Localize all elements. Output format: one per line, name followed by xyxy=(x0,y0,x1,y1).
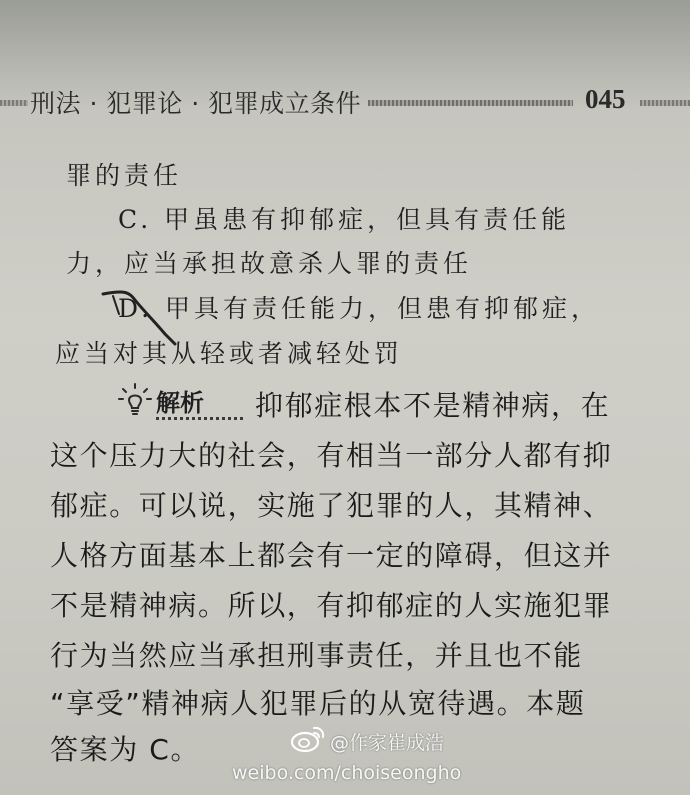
option-c-continuation: 力，应当承担故意杀人罪的责任 xyxy=(66,249,473,278)
analysis-text-line: 郁症。可以说，实施了犯罪的人，其精神、 xyxy=(50,489,613,522)
header-rule-middle xyxy=(368,100,573,106)
header-rule-right xyxy=(640,100,690,106)
weibo-logo-icon xyxy=(290,724,326,754)
analysis-label: 解析 xyxy=(156,389,204,417)
watermark-url[interactable]: weibo.com/choiseongho xyxy=(232,762,462,784)
lightbulb-icon xyxy=(118,383,152,415)
analysis-text-line: 不是精神病。所以，有抑郁症的人实施犯罪 xyxy=(50,589,613,622)
analysis-text-line: 人格方面基本上都会有一定的障碍，但这并 xyxy=(50,539,613,572)
analysis-text-line: 答案为 C。 xyxy=(50,733,201,766)
header-title: 刑法 · 犯罪论 · 犯罪成立条件 xyxy=(30,89,362,118)
question-line: 罪的责任 xyxy=(66,161,183,190)
pen-checkmark xyxy=(95,278,235,348)
header-rule-left xyxy=(0,100,28,106)
option-d-continuation: 应当对其从轻或者减轻处罚 xyxy=(55,339,404,368)
running-header xyxy=(0,80,690,120)
analysis-text-line: 这个压力大的社会，有相当一部分人都有抑 xyxy=(50,439,613,472)
option-c-line: C. 甲虽患有抑郁症，但具有责任能 xyxy=(118,205,571,234)
watermark-account[interactable]: @作家崔成浩 xyxy=(330,732,445,754)
option-d-line: D. 甲具有责任能力，但患有抑郁症， xyxy=(118,294,601,323)
page-number: 045 xyxy=(585,84,626,114)
analysis-text-line: “享受”精神病人犯罪后的从宽待遇。本题 xyxy=(50,687,586,720)
analysis-text-line: 抑郁症根本不是精神病，在 xyxy=(255,389,611,422)
analysis-text-line: 行为当然应当承担刑事责任，并且也不能 xyxy=(50,639,583,672)
analysis-underline xyxy=(156,417,244,420)
